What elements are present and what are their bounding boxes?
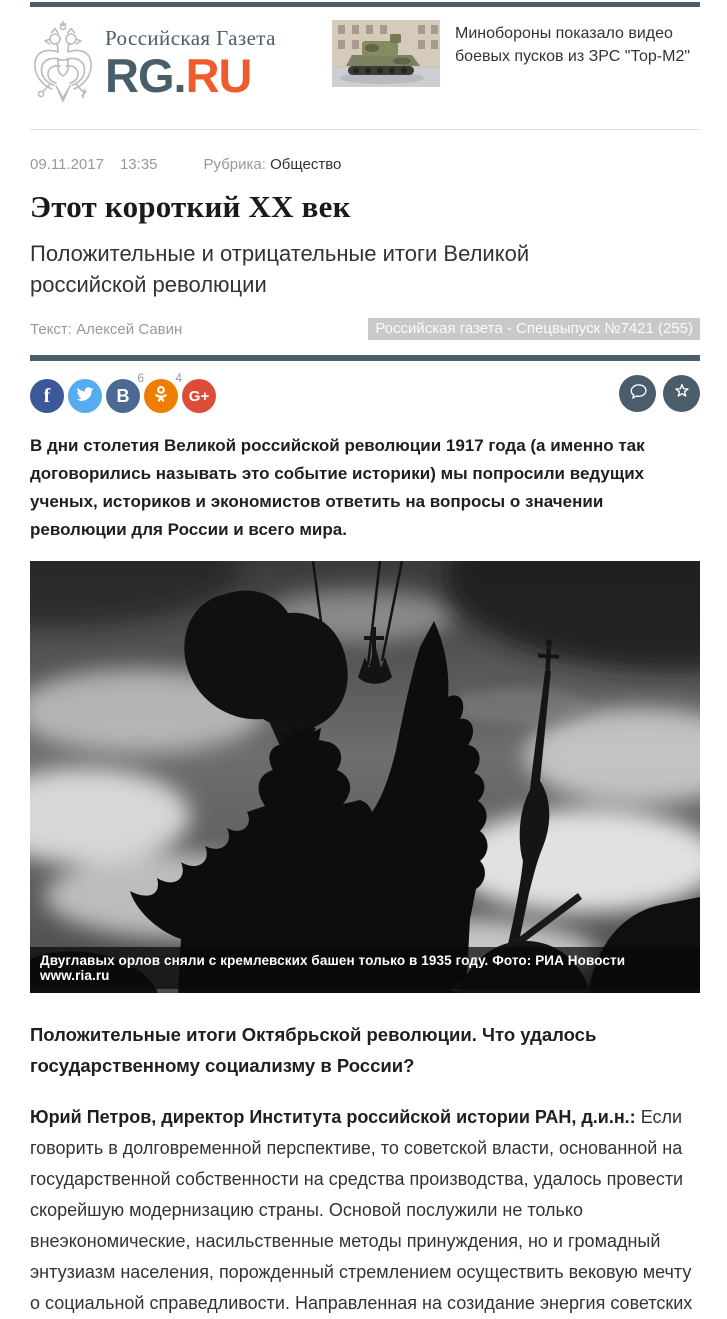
- teaser-title[interactable]: Минобороны показало видео боевых пусков из ЗРС "Тор-М2": [455, 25, 691, 65]
- byline-row: [30, 318, 700, 340]
- author-byline: Текст: Алексей Савин: [30, 320, 183, 338]
- section-accent-bar: [30, 355, 700, 361]
- share-googleplus-button[interactable]: [182, 379, 216, 413]
- article-photo: [30, 561, 700, 993]
- facebook-icon: f: [43, 385, 51, 407]
- publish-date: 09.11.2017: [30, 156, 104, 173]
- vk-icon: В: [116, 386, 130, 406]
- brand-ru: RU: [185, 49, 252, 102]
- site-logo[interactable]: [30, 20, 312, 109]
- photo-caption: Двуглавых орлов сняли с кремлевских башен только в 1935 году. Фото: РИА Новости www.ria.ru: [30, 947, 700, 989]
- share-facebook-button[interactable]: [30, 379, 64, 413]
- share-twitter-button[interactable]: [68, 379, 102, 413]
- brand-rg: RG.: [105, 49, 186, 102]
- section-heading: Положительные итоги Октябрьской революции. Что удалось государственному социализму в России?: [30, 1024, 597, 1076]
- eagle-silhouette-photo: [30, 561, 700, 993]
- favorite-button[interactable]: [663, 375, 700, 412]
- header-divider: [30, 129, 700, 130]
- ok-share-count: 4: [175, 371, 182, 385]
- article-subtitle: Положительные и отрицательные итоги Великой российской революции: [30, 241, 530, 297]
- share-odnoklassniki-button[interactable]: [144, 371, 182, 413]
- brand-paper-name: Российская Газета: [105, 26, 276, 50]
- article-page: [0, 2, 727, 1319]
- teaser-thumbnail-image[interactable]: [332, 20, 440, 87]
- brand-text: [105, 20, 276, 109]
- speaker-lead-in: Юрий Петров, директор Института российской истории РАН, д.и.н.:: [30, 1107, 636, 1127]
- brand-rgru: [105, 49, 276, 102]
- share-bar: [30, 371, 700, 415]
- star-icon: [671, 380, 693, 407]
- article-title: Этот короткий XX век: [30, 189, 351, 224]
- issue-link[interactable]: Российская газета - Спецвыпуск №7421 (255): [368, 318, 700, 340]
- site-header: [30, 7, 700, 119]
- article-actions: [619, 375, 700, 412]
- body-paragraph: [30, 1102, 698, 1319]
- comments-button[interactable]: [619, 375, 656, 412]
- coat-of-arms-icon: [30, 20, 96, 109]
- comment-bubble-icon: [627, 380, 649, 407]
- rubric-link-obshchestvo[interactable]: Общество: [270, 156, 342, 173]
- share-vk-button[interactable]: [106, 371, 144, 413]
- odnoklassniki-icon: [151, 384, 171, 409]
- paragraph-text: Если говорить в долговременной перспективе, то советской власти, основанной на государственной собственности на средства производства, удалось провести скорейшую модернизацию страны. Основой послужили не только внеэкономические, насильственные методы принуждения, но и громадный энтузиазм населения, порожденный стремлением осуществить вековую мечту о социальной справедливости. Направленная на созидание энергия советских: [30, 1107, 693, 1313]
- publish-time: 13:35: [119, 156, 158, 173]
- twitter-bird-icon: [75, 384, 95, 409]
- header-teaser-link[interactable]: [332, 20, 700, 87]
- google-plus-icon: G+: [188, 387, 210, 405]
- article-meta: [30, 156, 700, 173]
- rubric-label: Рубрика:: [203, 156, 266, 173]
- lead-paragraph: В дни столетия Великой российской революции 1917 года (а именно так договорились называть это событие историки) мы попросили ведущих ученых, историков и экономистов ответить на вопросы о значении революции для России и всего мира.: [30, 436, 645, 539]
- vk-share-count: 6: [137, 371, 144, 385]
